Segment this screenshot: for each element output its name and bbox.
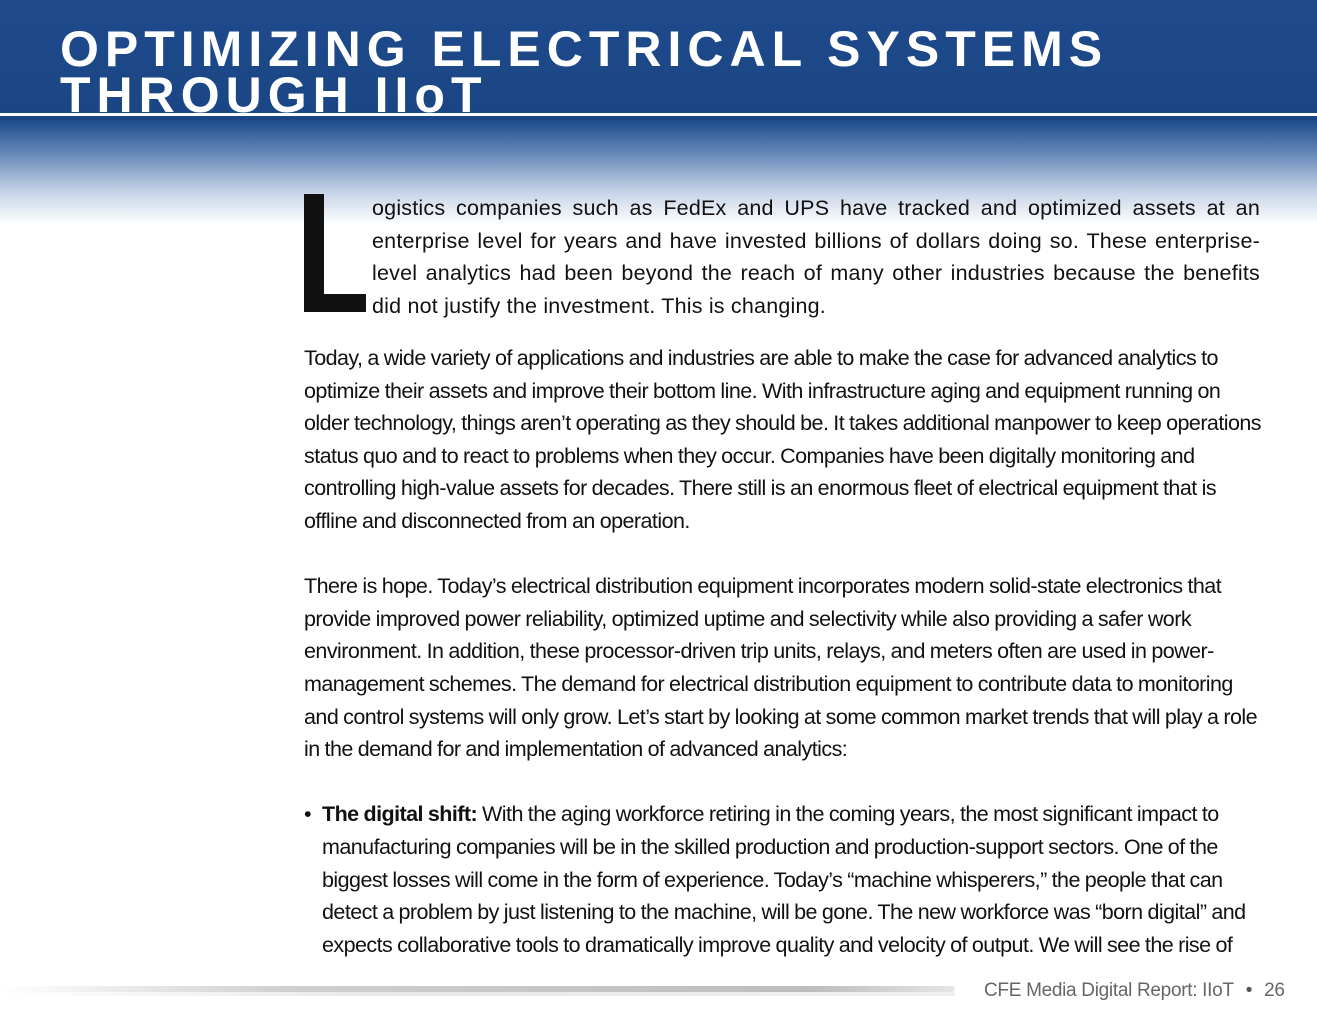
body-paragraph: There is hope. Today’s electrical distribution equipment incorporates modern solid-state electronics that provide improved power reliability, optimized uptime and selectivity while also providing a safer work environment. In addition, these processor-driven trip units, relays, and meters often are used in power-management schemes. The demand for electrical distribution equipment to contribute data to monitoring and control systems will only grow. Let’s start by looking at some common market trends that will play a role in the demand for and implementation of advanced analytics:	[304, 574, 1258, 762]
bullet-text: With the aging workforce retiring in the coming years, the most significant impact to manufacturing companies will be in the skilled production and production-support sectors. One of the biggest losses will come in the form of experience. Today’s “machine whisperers,” the people that can detect a problem by just listening to the machine, will be gone. The new workforce was “born digital” and expects collaborative tools to dramatically improve quality and velocity of output. We will see the rise of	[322, 802, 1246, 957]
lead-paragraph	[304, 192, 1264, 326]
footer-separator: •	[1245, 980, 1253, 1001]
drop-cap	[304, 194, 366, 312]
footer-publication: CFE Media Digital Report: IIoT	[984, 980, 1234, 1001]
footer-rule-shadow	[0, 992, 955, 996]
lead-text: ogistics companies such as FedEx and UPS have tracked and optimized assets at an enterprise level for years and have invested billions of dollars doing so. These enterprise-level analytics had been beyond the reach of many other industries because the benefits did not justify the investment. This is changing.	[372, 196, 1260, 318]
page-number: 26	[1264, 980, 1285, 1001]
page-title-line-2: THROUGH IIoT	[60, 67, 488, 113]
bullet-heading: The digital shift:	[322, 802, 483, 827]
header-band	[0, 0, 1317, 113]
page-footer	[984, 980, 1285, 1002]
article-body	[304, 192, 1264, 961]
page-title	[60, 21, 1109, 113]
body-paragraph: Today, a wide variety of applications and industries are able to make the case for advanced analytics to optimize their assets and improve their bottom line. With infrastructure aging and equipment running on older technology, things aren’t operating as they should be. It takes additional manpower to keep operations status quo and to react to problems when they occur. Companies have been digitally monitoring and controlling high-value assets for decades. There still is an enormous fleet of electrical equipment that is offline and disconnected from an operation.	[304, 346, 1261, 533]
bullet-item	[304, 798, 1264, 961]
bullet-marker: •	[304, 802, 311, 827]
page-title-line-1: OPTIMIZING ELECTRICAL SYSTEMS	[60, 21, 1109, 77]
